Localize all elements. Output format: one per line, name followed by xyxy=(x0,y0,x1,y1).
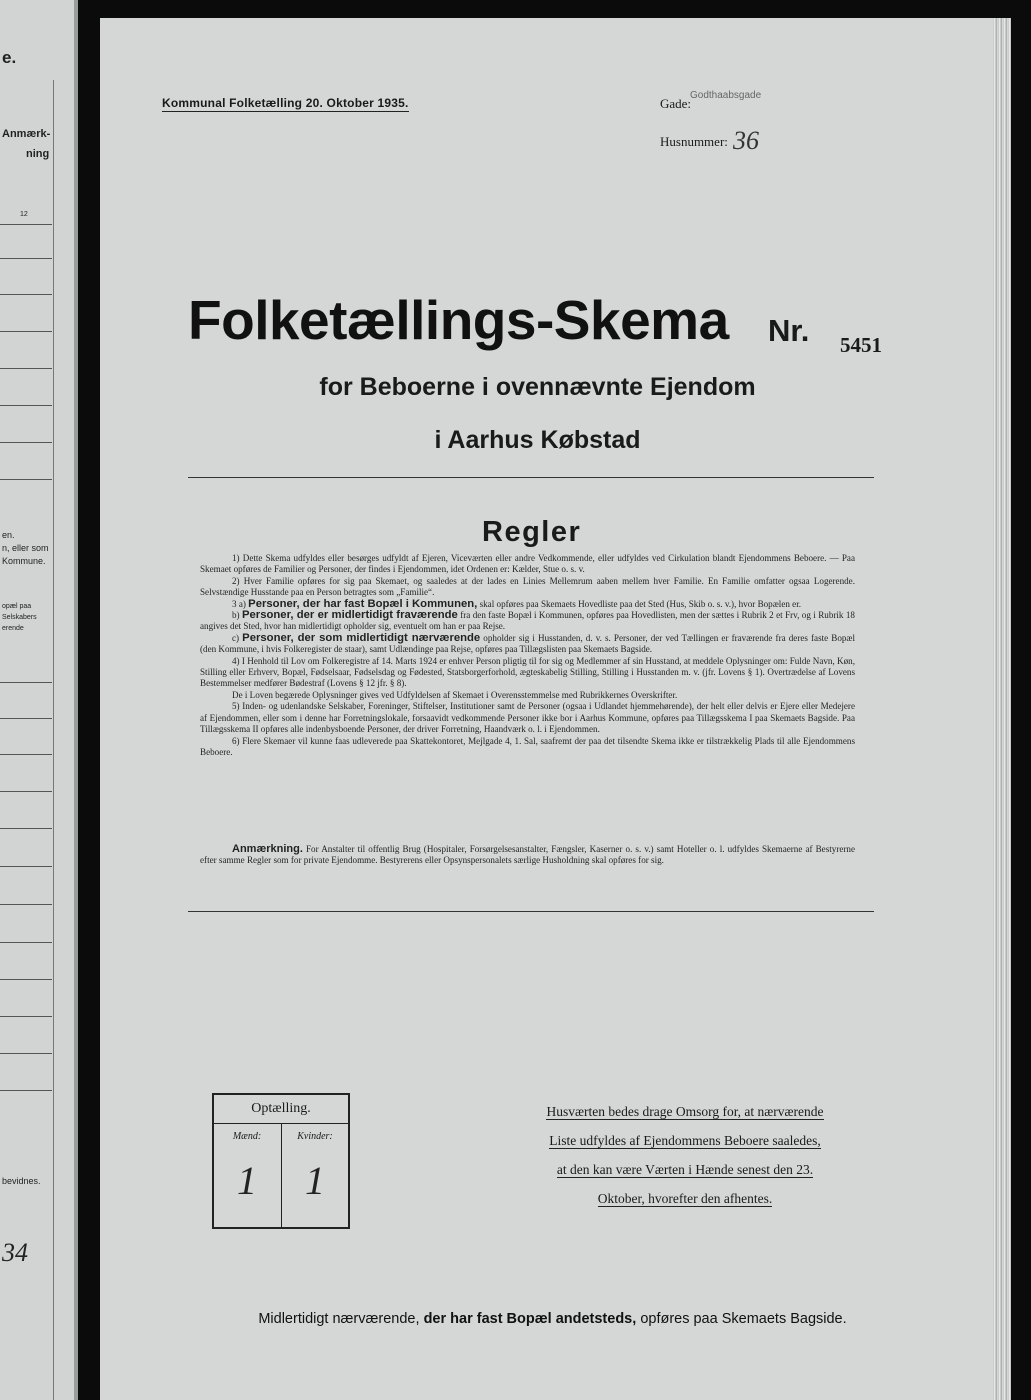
row-line xyxy=(0,682,52,683)
form-location: i Aarhus Købstad xyxy=(434,426,641,454)
census-form-page xyxy=(100,18,1005,1400)
footer-note: Midlertidigt nærværende, der har fast Bopæl andetsteds, opføres paa Skemaets Bagside. xyxy=(258,1311,847,1327)
row-line xyxy=(0,479,52,480)
left-page-text: Anmærk- xyxy=(2,128,51,140)
rule-1: 1) Dette Skema udfyldes eller besørges udfyldt af Ejeren, Viceværten eller andre Vedkommende, eller udfyldes ved Cirkulation blandt Ejendommens Beboere. — Paa Skemaet opføres de Familier og Personer, der findes i Ejendommen, idet Ordenen er: Kælder, Stue o. s. v. xyxy=(200,553,855,575)
census-header-title: Kommunal Folketælling 20. Oktober 1935. xyxy=(162,96,409,110)
rules-heading: Regler xyxy=(482,516,582,548)
left-page-fragment xyxy=(0,0,78,1400)
form-subtitle: for Beboerne i ovennævnte Ejendom xyxy=(319,373,756,401)
divider xyxy=(188,477,874,478)
left-page-text: ning xyxy=(26,148,50,160)
landlord-notice xyxy=(510,1100,860,1216)
tally-women-value: 1 xyxy=(305,1158,325,1203)
tally-title: Optælling. xyxy=(251,1101,311,1116)
husnummer-label: Husnummer: xyxy=(660,134,728,149)
left-page-text: Kommune. xyxy=(2,556,46,566)
row-line xyxy=(0,904,52,905)
row-line xyxy=(0,1053,52,1054)
rule-6: 6) Flere Skemaer vil kunne faas udleverede paa Skattekontoret, Mejlgade 4, 1. Sal, saafremt der paa det tilsendte Skema ikke er tilstrækkelig Plads til alle Ejendommens Beboere. xyxy=(200,735,855,757)
tally-women-label: Kvinder: xyxy=(297,1131,333,1142)
left-page-text: bevidnes. xyxy=(2,1176,41,1186)
gade-label: Gade: xyxy=(660,96,692,111)
left-page-text: 12 xyxy=(20,211,28,218)
divider xyxy=(188,911,874,912)
remark-label: Anmærkning. xyxy=(232,843,303,855)
row-line xyxy=(0,828,52,829)
row-line xyxy=(0,442,52,443)
book-gutter xyxy=(78,0,100,1400)
row-line xyxy=(0,718,52,719)
rule-4b: De i Loven begærede Oplysninger gives ved Udfyldelsen af Skemaet i Overensstemmelse med Rubrikkernes Overskrifter. xyxy=(232,689,678,700)
row-line xyxy=(0,224,52,225)
notice-line: Oktober, hvorefter den afhentes. xyxy=(597,1191,773,1206)
rule-2: 2) Hver Familie opføres for sig paa Skemaet, og saaledes at der lades en Linies Mellemrum aaben mellem hver Familie. En Familie omfatter ogsaa Logerende. Selvstændige Husstande paa en Person betragtes som „Familie“. xyxy=(200,575,855,598)
row-line xyxy=(0,331,52,332)
row-line xyxy=(0,979,52,980)
notice-line: at den kan være Værten i Hænde senest den 23. xyxy=(556,1162,814,1177)
row-line xyxy=(0,1016,52,1017)
left-page-text: Selskabers xyxy=(2,614,37,621)
row-line xyxy=(0,1090,52,1091)
rule-3c: c) Personer, der som midlertidigt nærværende opholder sig i Husstanden, d. v. s. Personer, der ved Tællingen er fraværende fra deres faste Bopæl (den Kommune, i hvis Folkeregister de staar), samt Udlændinge paa Rejse, opføres paa Tillægslisten paa Skemaets Bagside. xyxy=(200,631,856,655)
husnummer-value: 36 xyxy=(733,126,759,155)
gade-value: Godthaabsgade xyxy=(690,90,762,101)
row-line xyxy=(0,368,52,369)
rule-5: 5) Inden- og udenlandske Selskaber, Foreninger, Stiftelser, Institutioner samt de Personer (ogsaa i Udlandet hjemmehørende), der helt eller delvis er Ejere eller Medejere af Ejendommen, eller som i denne har Forretningslokale, forsaavidt vedkommende Personer ikke bor i Aarhus Kommune, opføres paa Tillægsskema I paa Skemaets Bagside. Paa Tillægsskema II opføres alle indenbysboende Personer, der driver Forretning, Haandværk o. l. i Ejendommen. xyxy=(200,701,855,735)
left-page-handwriting: 34 xyxy=(2,1238,28,1267)
tally-men-value: 1 xyxy=(237,1158,257,1203)
row-line xyxy=(0,791,52,792)
notice-line: Husværten bedes drage Omsorg for, at nærværende xyxy=(546,1104,824,1119)
left-page-text: n, eller som xyxy=(2,543,49,553)
row-line xyxy=(0,942,52,943)
column-divider xyxy=(53,80,54,1400)
rule-3a: 3 a) Personer, der har fast Bopæl i Kommunen, skal opføres paa Skemaets Hovedliste paa det Sted (Hus, Skib o. s. v.), hvor Bopælen er. xyxy=(232,597,802,610)
row-line xyxy=(0,866,52,867)
row-line xyxy=(0,405,52,406)
tally-box xyxy=(212,1093,350,1229)
rule-3b: b) Personer, der er midlertidigt fraværende fra den faste Bopæl i Kommunen, opføres paa Hovedlisten, men der sættes i Rubrik 2 et Frv, og i Rubrik 18 angives det Sted, hvor han midlertidigt opholder sig, eventuelt om han er paa Rejse. xyxy=(200,609,855,632)
form-title: Folketællings-Skema xyxy=(188,289,729,351)
row-line xyxy=(0,258,52,259)
remark-text xyxy=(200,844,855,867)
left-page-text: opæl paa xyxy=(2,603,32,610)
form-number-value: 5451 xyxy=(840,333,882,357)
rule-4: 4) I Henhold til Lov om Folkeregistre af 14. Marts 1924 er enhver Person pligtig til for sig og Medlemmer af sin Husstand, at meddele Oplysninger om: Fulde Navn, Køn, Stilling eller Erhverv, Bopæl, Fødselsaar, Fødselsdag og Fødested, Statsborgerforhold, ægteskabelig Stilling, Stilling i Husstanden m. v. (jfr. Lovens § 1). Overtrædelse af Lovens Bestemmelser medfører Bødestraf (Lovens § 12 jfr. § 8). xyxy=(200,655,855,689)
page-stack-edge xyxy=(993,18,1011,1400)
form-number-label: Nr. xyxy=(768,313,810,348)
rules-text xyxy=(200,553,855,758)
row-line xyxy=(0,754,52,755)
left-page-text: erende xyxy=(2,625,24,632)
left-page-text: en. xyxy=(2,530,15,540)
row-line xyxy=(0,294,52,295)
notice-line: Liste udfyldes af Ejendommens Beboere saaledes, xyxy=(549,1133,821,1148)
remark-body: For Anstalter til offentlig Brug (Hospitaler, Forsørgelsesanstalter, Fængsler, Kaserner o. s. v.) samt Hoteller o. l. udfyldes Skemaerne af Bestyrerne efter samme Regler som for private Ejendomme. Bestyrerens eller Opsynspersonalets særlige Husholdning skal opføres for sig. xyxy=(200,844,855,866)
tally-men-label: Mænd: xyxy=(232,1131,262,1142)
left-page-text: e. xyxy=(2,48,17,67)
